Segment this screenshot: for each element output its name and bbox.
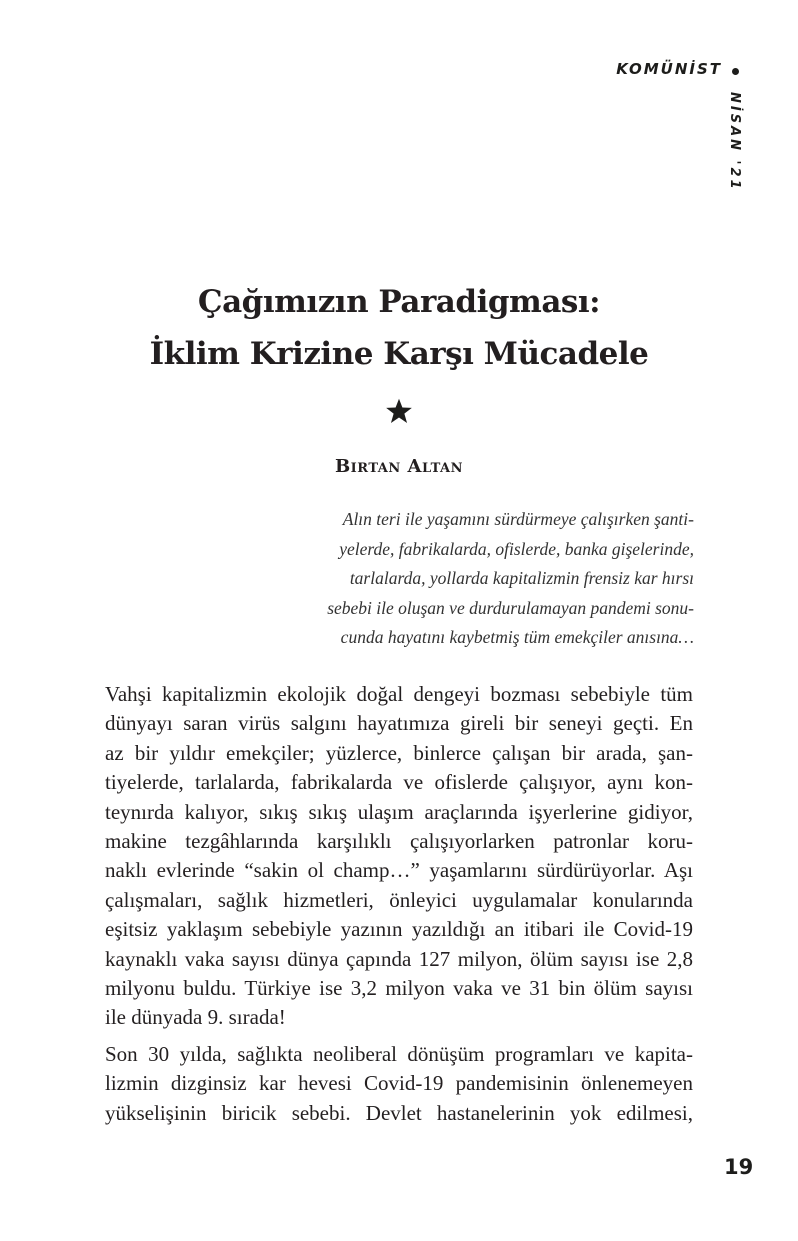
epigraph-line: sebebi ile oluşan ve durdurulamayan pandemi sonu- [327, 597, 694, 618]
body-line: çalışmaları, sağlık hizmetleri, önleyici uygulamalar konularında [105, 887, 693, 912]
body-line: kaynaklı vaka sayısı dünya çapında 127 milyon, ölüm sayısı ise 2,8 [105, 946, 693, 971]
page-number: 19 [724, 1155, 754, 1179]
body-line: yükselişinin biricik sebebi. Devlet hastanelerinin yok edilmesi, [105, 1100, 693, 1125]
magazine-name: KOMÜNİST [616, 60, 722, 78]
body-line: milyonu buldu. Türkiye ise 3,2 milyon vaka ve 31 bin ölüm sayısı [105, 975, 693, 1000]
body-line: teynırda kalıyor, sıkış sıkış ulaşım araçlarında işyerlerine gidiyor, [105, 799, 693, 824]
body-line: ile dünyada 9. sırada! [105, 1005, 286, 1030]
article-title [100, 276, 698, 380]
epigraph-line: cunda hayatını kaybetmiş tüm emekçiler anısına… [340, 627, 694, 647]
body-line: az bir yıldır emekçiler; yüzlerce, binlerce çalışan bir arada, şan- [105, 740, 693, 765]
epigraph-line: Alın teri ile yaşamını sürdürmeye çalışırken şanti- [342, 509, 694, 529]
title-line-2: İklim Krizine Karşı Mücadele [149, 336, 649, 372]
epigraph [300, 505, 694, 653]
bullet-dot-icon [732, 68, 739, 75]
body-line: lizmin dizginsiz kar hevesi Covid-19 pandemisinin önlenemeyen [105, 1071, 693, 1096]
paragraph-2 [105, 1040, 693, 1128]
title-line-1: Çağımızın Paradigması: [197, 284, 601, 320]
body-line: eşitsiz yaklaşım sebebiyle yazının yazıldığı an itibari ile Covid-19 [105, 917, 693, 942]
body-line: Son 30 yılda, sağlıkta neoliberal dönüşüm programları ve kapita- [105, 1042, 693, 1066]
body-line: Vahşi kapitalizmin ekolojik doğal dengeyi bozması sebebiyle tüm [105, 682, 693, 706]
body-line: dünyayı saran virüs salgını hayatımıza gireli bir seneyi geçti. En [105, 711, 693, 736]
body-line: tiyelerde, tarlalarda, fabrikalarda ve ofislerde çalışıyor, aynı kon- [105, 770, 693, 795]
author-name: Birtan Altan [334, 456, 464, 477]
star-icon [385, 397, 413, 425]
epigraph-line: tarlalarda, yollarda kapitalizmin frensiz kar hırsı [349, 568, 694, 588]
paragraph-1 [105, 680, 693, 1033]
body-line: makine tezgâhlarında karşılıklı çalışıyorlarken patronlar koru- [105, 828, 693, 853]
body-line: naklı evlerinde “sakin ol champ…” yaşamlarını sürdürüyorlar. Aşı [105, 858, 693, 883]
issue-date: NİSAN '21 [727, 92, 742, 192]
epigraph-line: yelerde, fabrikalarda, ofislerde, banka gişelerinde, [339, 538, 694, 559]
